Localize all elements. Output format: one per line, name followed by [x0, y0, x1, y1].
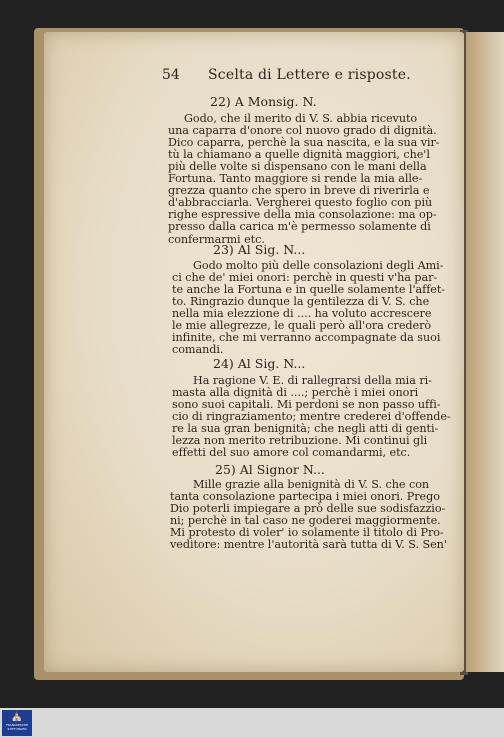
letter-text-line: più delle volte si dispensano con le mani della: [168, 160, 427, 174]
letter-text-line: Godo molto più delle consolazioni degli Ami-: [193, 259, 444, 272]
letter-text-line: grezza quanto che spero in breve di riverirla e: [168, 184, 430, 198]
letter-text-line: Fortuna. Tanto maggiore si rende la mia alle-: [168, 172, 423, 186]
letter-text-line: Godo, che il merito di V. S. abbia ricevuto: [184, 112, 418, 125]
letter-text-line: Dio poterli impiegare a prò delle sue sodisfazzio-: [170, 502, 446, 516]
letter-text-line: comandi.: [172, 343, 224, 357]
letter-text-line: sono suoi capitali. Mi perdoni se non passo uffi-: [172, 398, 441, 412]
library-logo[interactable]: [2, 710, 32, 736]
letter-text-line: te anche la Fortuna e in quelle solamente l'affet-: [172, 283, 446, 297]
facing-page: [466, 32, 504, 672]
letter-text-line: lezza non merito retribuzione. Mi continui gli: [172, 434, 428, 448]
logo-icon: ⛪: [10, 711, 24, 722]
letter-text-line: le mie allegrezze, le quali però all'ora crederò: [172, 319, 432, 333]
letter-text-line: ni; perchè in tal caso ne goderei maggiormente.: [170, 514, 441, 528]
letter-heading: 22) A Monsig. N.: [210, 94, 317, 109]
letter-text-line: veditore: mentre l'autorità sarà tutta di V. S. Sen': [170, 538, 447, 552]
letter-text-line: righe espressive della mia consolazione: ma op-: [168, 208, 437, 222]
letter-text-line: Mille grazie alla benignità di V. S. che con: [193, 478, 430, 491]
letter-heading: 24) Al Sig. N...: [213, 356, 306, 371]
page-number: 54: [162, 67, 180, 83]
letter-text-line: masta alla dignità di ....; perchè i miei onori: [172, 386, 419, 400]
letter-text-line: nella mia elezzione di .... ha voluto accrescere: [172, 307, 432, 321]
running-title: Scelta di Lettere e risposte.: [208, 67, 411, 83]
letter-text-line: Dico caparra, perchè la sua nascita, e la sua vir-: [168, 136, 440, 150]
letter-text-line: to. Ringrazio dunque la gentilezza di V. S. che: [172, 295, 430, 309]
letter-text-line: presso dalla carica m'è permesso solamente di: [168, 220, 431, 234]
letter-text-line: re la sua gran benignità; che negli atti di genti-: [172, 422, 439, 436]
letter-text-line: tù la chiamano a quelle dignità maggiori, che'l: [168, 148, 430, 162]
letter-text-line: Mi protesto di voler' io solamente il titolo di Pro-: [170, 526, 444, 540]
letter-text-line: effetti del suo amore col comandarmi, etc.: [172, 446, 411, 460]
letter-text-line: ci che de' miei onori: perchè in questi v'ha par-: [172, 271, 438, 285]
letter-text-line: tanta consolazione partecipa i miei onori. Prego: [170, 490, 440, 504]
letter-text-line: confermarmi etc.: [168, 232, 265, 246]
letter-heading: 25) Al Signor N...: [215, 462, 325, 477]
letter-text-line: una caparra d'onore col nuovo grado di dignità.: [168, 124, 437, 138]
letter-heading: 23) Al Sig. N...: [213, 242, 306, 257]
viewer-footer: [0, 708, 504, 737]
letter-text-line: d'abbracciarla. Vergherei questo foglio con più: [168, 196, 433, 210]
letter-text-line: Ha ragione V. E. di rallegrarsi della mia ri-: [193, 374, 432, 387]
letter-text-line: cio di ringraziamento; mentre crederei d'offende-: [172, 410, 451, 424]
letter-text-line: infinite, che mi verranno accompagnate da suoi: [172, 331, 441, 345]
logo-label: FRANCKESCHE STIFTUNGEN: [5, 723, 29, 731]
